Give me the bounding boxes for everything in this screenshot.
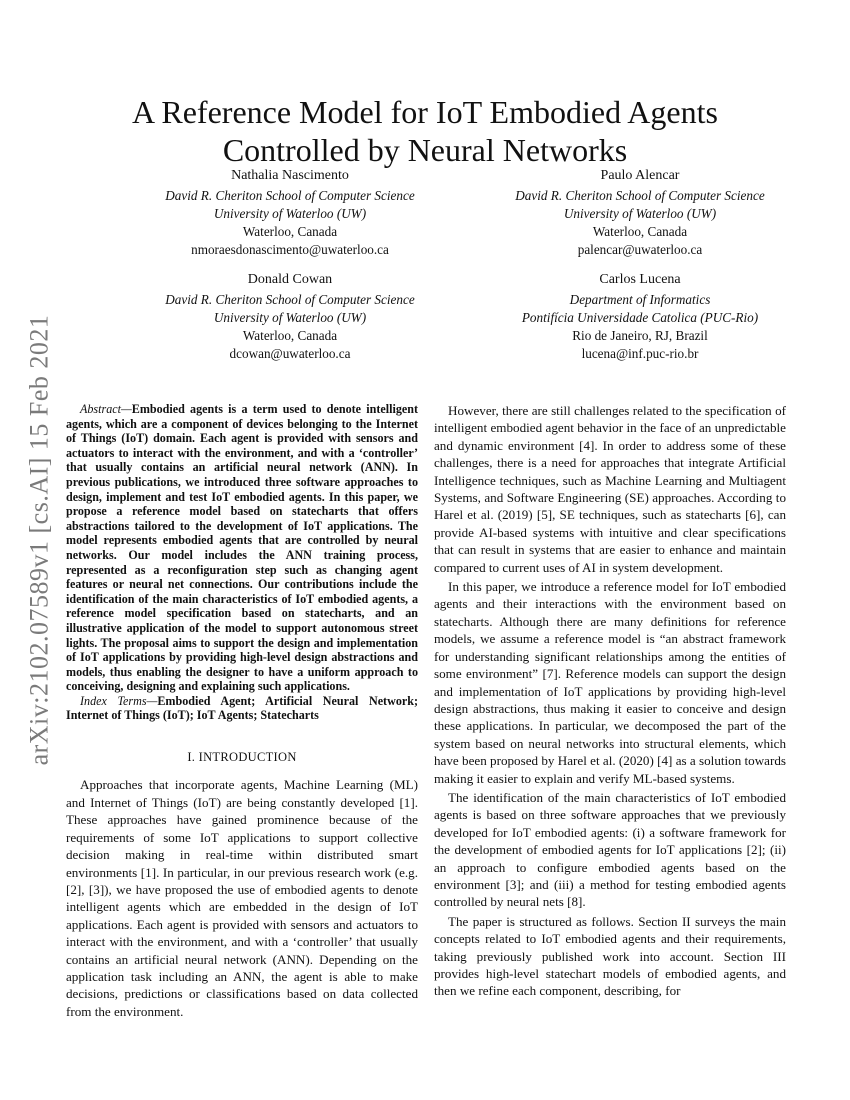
- author-email: lucena@inf.puc-rio.br: [581, 346, 699, 361]
- abstract-text: Embodied agents is a term used to denote intelligent agents, which are a component of devices belonging to the Internet of Things (IoT) domain. Each agent is provided with sensors and actuators to interact with the environment, and with a ‘controller’ that usually contains an artificial neural network (ANN). In previous publications, we introduced three software approaches to design, implement and test IoT embodied agents. In this paper, we propose a reference model based on statecharts that offers abstractions tailored to the development of IoT applications. The model represents embodied agents that are controlled by neural networks. Our model includes the ANN training process, represented as a reconfiguration step such as changing agent features or neural net connections. Our contributions include the identification of the main characteristics of IoT embodied agents, a reference model specification based on statecharts, and an illustrative application of the model to support autonomous street lights. The proposal aims to support the design and implementation of IoT applications by providing high-level design abstractions and models, thus enabling the designer to have a uniform approach to conceiving, designing and explaining such applications.: [66, 402, 418, 694]
- author-organization: University of Waterloo (UW): [213, 310, 367, 325]
- author-organization: Pontifícia Universidade Catolica (PUC-Rio): [521, 310, 759, 325]
- author-email: nmoraesdonascimento@uwaterloo.ca: [191, 242, 389, 257]
- left-column: [66, 402, 418, 1020]
- author-location: Waterloo, Canada: [592, 224, 688, 239]
- index-terms-text: Embodied Agent; Artificial Neural Network; Internet of Things (IoT); IoT Agents; Statecharts: [66, 693, 418, 723]
- right-column: [434, 402, 786, 1000]
- index-terms-lead: Index Terms—: [80, 693, 158, 708]
- paper-title: A Reference Model for IoT Embodied Agents Controlled by Neural Networks: [132, 94, 718, 169]
- author-name: Nathalia Nascimento: [231, 168, 349, 183]
- author-location: Waterloo, Canada: [242, 224, 338, 239]
- author-email: palencar@uwaterloo.ca: [577, 242, 703, 257]
- author-department: David R. Cheriton School of Computer Science: [165, 292, 415, 307]
- author-organization: University of Waterloo (UW): [563, 206, 717, 221]
- author-name: Donald Cowan: [247, 272, 333, 287]
- author-department: David R. Cheriton School of Computer Science: [515, 188, 765, 203]
- author-department: David R. Cheriton School of Computer Science: [165, 188, 415, 203]
- author-organization: University of Waterloo (UW): [213, 206, 367, 221]
- arxiv-identifier-stamp: [8, 300, 70, 780]
- abstract-lead: Abstract—: [80, 402, 132, 416]
- author-block: [120, 271, 460, 363]
- paragraph: Approaches that incorporate agents, Machine Learning (ML) and Internet of Things (IoT) are being constantly developed [1]. These approaches have gained prominence because of the requirements of some IoT applications to support collective decision making in real-time within distributed smart environments [1]. In particular, in our previous research work (e.g. [2], [3]), we have proposed the use of embodied agents to denote intelligent agents which are embedded in the design of IoT applications. Each agent is provided with sensors and actuators to interact with the environment, and with a ‘controller’ that usually contains an artificial neural network (ANN). Depending on the application task including an ANN, the agent is able to make decisions, predictions or classifications based on data collected from the environment.: [66, 777, 418, 1019]
- paragraph: However, there are still challenges related to the specification of intelligent embodied agent behavior in the face of an unpredictable and dynamic environment [4]. In order to address some of these challenges, there is a need for approaches that integrate Artificial Intelligence techniques, such as Machine Learning and Multiagent Systems, and Software Engineering (SE) approaches. According to Harel et al. (2019) [5], SE techniques, such as statecharts [6], can provide AI-based systems with intuitive and clear specifications that can result in systems that are easier to enhance and maintain compared to current uses of AI in system development.: [434, 403, 786, 575]
- author-block: [490, 167, 790, 259]
- author-block: [120, 167, 460, 259]
- author-block: [490, 271, 790, 363]
- author-location: Waterloo, Canada: [242, 328, 338, 343]
- author-department: Department of Informatics: [569, 292, 711, 307]
- paragraph: In this paper, we introduce a reference model for IoT embodied agents and their interactions with the environment based on statecharts. Although there are many definitions for reference models, we assume a reference model is “an abstract framework for understanding significant relationships among the entities of some environment” [7]. Reference models can support the design and implementation of IoT applications by providing high-level design abstractions, thus making it easier to conceive and design these applications. In particular, we decomposed the part of the system based on neural networks into structural elements, which have been proposed by Harel et al. (2020) [4] as a solution towards making it easier to explain and verify ML-based systems.: [434, 579, 786, 786]
- section-heading: I. INTRODUCTION: [187, 750, 297, 765]
- abstract: [66, 402, 418, 694]
- arxiv-identifier-text: arXiv:2102.07589v1 [cs.AI] 15 Feb 2021: [24, 314, 53, 766]
- author-location: Rio de Janeiro, RJ, Brazil: [572, 328, 708, 343]
- paragraph: The paper is structured as follows. Section II surveys the main concepts related to IoT embodied agents and their requirements, taking previously published work into account. Section III provides high-level statechart models of embodied agents, and then we refine each component, describing, for: [434, 913, 786, 999]
- author-email: dcowan@uwaterloo.ca: [229, 346, 351, 361]
- author-name: Carlos Lucena: [599, 272, 681, 287]
- index-terms: [66, 694, 418, 723]
- paragraph: The identification of the main characteristics of IoT embodied agents is based on three software approaches that we previously developed for IoT embodied agents: (i) a software framework for the development of embodied agents for IoT applications [2]; (ii) an approach to configure embodied agents based on the environment [3]; and (iii) a method for testing embodied agents controlled by neural nets [8].: [434, 789, 786, 910]
- author-name: Paulo Alencar: [600, 168, 680, 183]
